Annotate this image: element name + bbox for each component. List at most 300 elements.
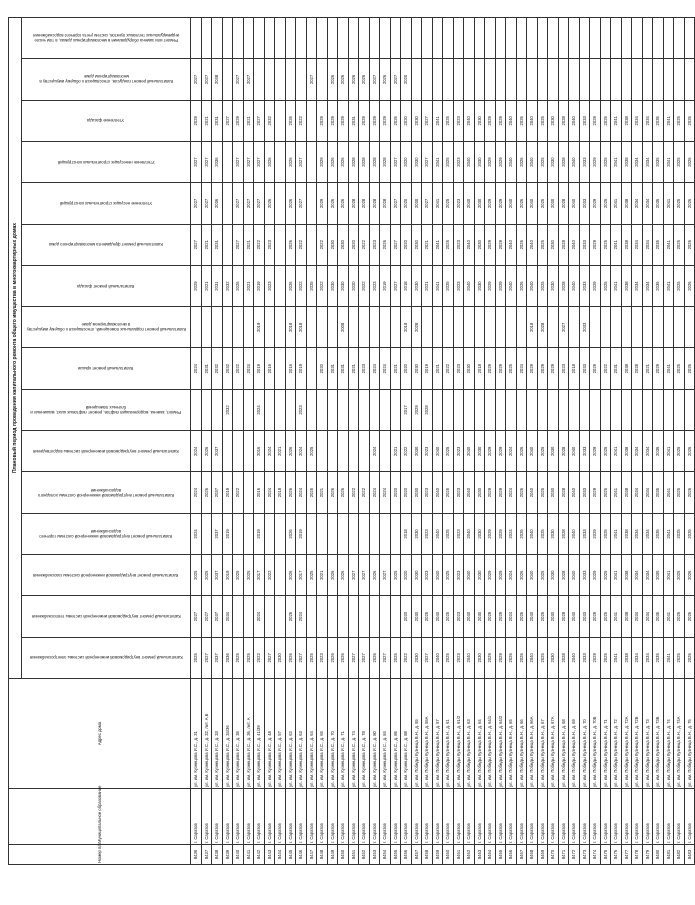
- year-cell: 2029: [590, 472, 601, 513]
- year-cell: 2027: [422, 637, 433, 678]
- year-cell: [348, 307, 359, 348]
- year-cell: 2040: [432, 555, 443, 596]
- year-cell: [464, 307, 475, 348]
- year-cell: 2025: [674, 265, 685, 306]
- work-type-header: [22, 59, 191, 100]
- year-cell: [338, 596, 349, 637]
- year-cell: [201, 18, 212, 59]
- year-cell: [653, 389, 664, 430]
- year-cell: 2030: [411, 431, 422, 472]
- year-cell: [296, 59, 307, 100]
- address-cell: ул. им. Победы Кузнеца В.Н., д. 61: [443, 679, 454, 789]
- year-cell: 2025: [443, 431, 454, 472]
- year-cell: [317, 59, 328, 100]
- year-cell: 2020: [401, 555, 412, 596]
- year-cell: 2025: [443, 472, 454, 513]
- year-cell: 2025: [537, 141, 548, 182]
- year-cell: 2029: [590, 265, 601, 306]
- year-cell: 2029: [369, 100, 380, 141]
- table-row: [317, 18, 328, 865]
- year-cell: 2021: [317, 472, 328, 513]
- year-cell: [548, 59, 559, 100]
- year-cell: [632, 307, 643, 348]
- year-cell: 2024: [296, 431, 307, 472]
- year-cell: 2018: [569, 348, 580, 389]
- year-cell: 2025: [306, 555, 317, 596]
- year-cell: 2025: [674, 183, 685, 224]
- year-cell: 2027: [191, 141, 202, 182]
- address-cell: ул. им. Кузнецова И.С., д. 41/39: [254, 679, 265, 789]
- year-cell: [275, 555, 286, 596]
- address-cell: ул. им. Победы Кузнеца В.Н., д. 64/2: [495, 679, 506, 789]
- year-cell: 2025: [674, 596, 685, 637]
- year-cell: 2020: [401, 472, 412, 513]
- municipality-cell: г. Саратов: [369, 789, 380, 845]
- work-type-header: [22, 307, 191, 348]
- work-type-header: [22, 18, 191, 59]
- year-cell: 2026: [516, 555, 527, 596]
- year-cell: 2025: [537, 183, 548, 224]
- year-cell: 2040: [464, 141, 475, 182]
- year-cell: 2040: [569, 100, 580, 141]
- year-cell: 2027: [264, 637, 275, 678]
- year-cell: [348, 596, 359, 637]
- year-cell: 2027: [201, 141, 212, 182]
- year-cell: 2020: [401, 348, 412, 389]
- year-cell: 2030: [548, 637, 559, 678]
- year-cell: 2022: [317, 224, 328, 265]
- address-cell: ул. им. Победы Кузнеца В.Н., д. 63: [464, 679, 475, 789]
- year-cell: [222, 431, 233, 472]
- table-row: [191, 18, 202, 865]
- row-number-cell: 8472: [569, 845, 580, 865]
- work-type-header-label: Капитальный ремонт внутридомовой инженерной системы теплоснабжения: [31, 614, 181, 620]
- table-row: [474, 18, 485, 865]
- year-cell: 2026: [684, 555, 695, 596]
- year-cell: 2027: [191, 596, 202, 637]
- year-cell: 2031: [201, 348, 212, 389]
- year-cell: 2040: [464, 555, 475, 596]
- year-cell: [275, 307, 286, 348]
- year-cell: 2029: [411, 389, 422, 430]
- year-cell: 2023: [422, 513, 433, 554]
- year-cell: 2030: [474, 596, 485, 637]
- year-cell: 2027: [390, 224, 401, 265]
- year-cell: [306, 100, 317, 141]
- year-cell: [590, 307, 601, 348]
- year-cell: 2025: [390, 637, 401, 678]
- year-cell: 2020: [401, 183, 412, 224]
- year-cell: 2029: [317, 141, 328, 182]
- year-cell: [422, 307, 433, 348]
- table-row: [233, 18, 244, 865]
- table-row: [663, 18, 674, 865]
- row-number-cell: 8437: [201, 845, 212, 865]
- year-cell: 2026: [338, 183, 349, 224]
- year-cell: 2023: [453, 100, 464, 141]
- year-cell: 2027: [201, 59, 212, 100]
- row-number-cell: 8454: [380, 845, 391, 865]
- year-cell: 2027: [233, 183, 244, 224]
- year-cell: 2026: [516, 513, 527, 554]
- year-cell: 2026: [327, 183, 338, 224]
- year-cell: 2029: [317, 183, 328, 224]
- year-cell: [621, 18, 632, 59]
- year-cell: 2026: [684, 596, 695, 637]
- year-cell: [474, 307, 485, 348]
- year-cell: 2026: [684, 224, 695, 265]
- year-cell: [275, 348, 286, 389]
- year-cell: 2026: [264, 183, 275, 224]
- year-cell: 2026: [338, 141, 349, 182]
- year-cell: 2040: [464, 183, 475, 224]
- year-cell: 2033: [579, 265, 590, 306]
- year-cell: [380, 389, 391, 430]
- table-body: [191, 18, 695, 865]
- year-cell: 2023: [422, 431, 433, 472]
- row-number-cell: 8436: [191, 845, 202, 865]
- year-cell: [600, 307, 611, 348]
- year-cell: 2027: [296, 141, 307, 182]
- municipality-cell: г. Саратов: [432, 789, 443, 845]
- year-cell: [611, 307, 622, 348]
- year-cell: [653, 59, 664, 100]
- year-cell: [306, 596, 317, 637]
- year-cell: [390, 307, 401, 348]
- year-cell: 2041: [663, 100, 674, 141]
- year-cell: 2029: [495, 141, 506, 182]
- work-type-header: [22, 183, 191, 224]
- work-type-header: [22, 472, 191, 513]
- year-cell: 2030: [474, 472, 485, 513]
- year-cell: [212, 18, 223, 59]
- year-cell: 2029: [495, 431, 506, 472]
- work-type-header-label: Капитальный ремонт пандусов, относящихся к общему имуществу в многоквартирном доме: [39, 74, 173, 85]
- year-cell: 2028: [558, 513, 569, 554]
- year-cell: 2027: [191, 183, 202, 224]
- year-cell: [537, 389, 548, 430]
- year-cell: 2030: [464, 348, 475, 389]
- year-cell: 2040: [569, 265, 580, 306]
- municipality-cell: г. Саратов: [611, 789, 622, 845]
- year-cell: 2033: [579, 637, 590, 678]
- year-cell: [390, 513, 401, 554]
- municipality-cell: г. Саратов: [558, 789, 569, 845]
- year-cell: 2029: [590, 555, 601, 596]
- address-cell: ул. им. Победы Кузнеца В.Н., д. 71: [600, 679, 611, 789]
- year-cell: 2034: [642, 513, 653, 554]
- year-cell: 2027: [422, 141, 433, 182]
- year-cell: [233, 389, 244, 430]
- address-cell: ул. им. Победы Кузнеца В.Н., д. 74: [663, 679, 674, 789]
- year-cell: 2025: [233, 555, 244, 596]
- year-cell: 2038: [621, 183, 632, 224]
- table-row: [548, 18, 559, 865]
- row-number-cell: 8464: [485, 845, 496, 865]
- row-number-cell: 8447: [306, 845, 317, 865]
- year-cell: 2026: [516, 141, 527, 182]
- year-cell: 2033: [579, 100, 590, 141]
- address-cell: ул. им. Кузнецова И.С., д. 36, лит. А: [243, 679, 254, 789]
- year-cell: 2028: [537, 307, 548, 348]
- year-cell: [233, 431, 244, 472]
- year-cell: [222, 59, 233, 100]
- year-cell: 2030: [548, 100, 559, 141]
- year-cell: 2022: [296, 224, 307, 265]
- year-cell: 2034: [642, 555, 653, 596]
- year-cell: [674, 389, 685, 430]
- year-cell: 2017: [401, 389, 412, 430]
- work-type-header: [22, 555, 191, 596]
- year-cell: [369, 307, 380, 348]
- year-cell: [264, 307, 275, 348]
- period-title-header: Плановый период проведения капитального ремонта общего имущества в многоквартирных домах: [9, 18, 22, 679]
- year-cell: 2026: [516, 183, 527, 224]
- row-number-cell: 8461: [453, 845, 464, 865]
- work-type-header-label: Капитальный ремонт внутридомовой инженерной системы электроснабжения: [29, 655, 183, 661]
- year-cell: 2020: [401, 59, 412, 100]
- table-header-row: [9, 18, 22, 865]
- address-cell: ул. им. Кузнецова И.С., д. 35: [233, 679, 244, 789]
- year-cell: 2016: [254, 472, 265, 513]
- municipality-cell: г. Саратов: [390, 789, 401, 845]
- year-cell: 2032: [264, 100, 275, 141]
- year-cell: 2018: [401, 265, 412, 306]
- year-cell: 2025: [443, 141, 454, 182]
- year-cell: 2025: [243, 555, 254, 596]
- year-cell: [453, 59, 464, 100]
- address-cell: ул. им. Кузнецова И.С., д. 34/36: [222, 679, 233, 789]
- municipality-cell: г. Саратов: [663, 789, 674, 845]
- year-cell: 2028: [411, 307, 422, 348]
- year-cell: 2029: [485, 431, 496, 472]
- year-cell: 2027: [254, 100, 265, 141]
- row-number-cell: 8441: [243, 845, 254, 865]
- year-cell: 2026: [327, 472, 338, 513]
- year-cell: 2023: [453, 637, 464, 678]
- year-cell: 2030: [474, 513, 485, 554]
- municipality-cell: г. Саратов: [359, 789, 370, 845]
- year-cell: 2019: [254, 348, 265, 389]
- year-cell: 2023: [453, 472, 464, 513]
- year-cell: [306, 141, 317, 182]
- year-cell: 2027: [201, 637, 212, 678]
- year-cell: 2034: [642, 224, 653, 265]
- year-cell: 2023: [359, 348, 370, 389]
- year-cell: [327, 596, 338, 637]
- year-cell: 2027: [558, 307, 569, 348]
- year-cell: [516, 389, 527, 430]
- year-cell: 2027: [233, 141, 244, 182]
- row-number-cell: 8449: [327, 845, 338, 865]
- municipality-cell: г. Саратов: [453, 789, 464, 845]
- year-cell: [516, 59, 527, 100]
- row-number-cell: 8457: [411, 845, 422, 865]
- table-row: [485, 18, 496, 865]
- year-cell: [432, 307, 443, 348]
- table-row: [495, 18, 506, 865]
- table-row: [348, 18, 359, 865]
- year-cell: 2026: [369, 637, 380, 678]
- year-cell: 2026: [327, 59, 338, 100]
- year-cell: 2029: [359, 100, 370, 141]
- year-cell: 2026: [684, 265, 695, 306]
- year-cell: 2040: [527, 596, 538, 637]
- year-cell: [684, 59, 695, 100]
- municipality-cell: г. Саратов: [296, 789, 307, 845]
- year-cell: 2018: [275, 472, 286, 513]
- year-cell: 2022: [348, 472, 359, 513]
- year-cell: 2025: [537, 555, 548, 596]
- year-cell: 2022: [443, 348, 454, 389]
- table-row: [611, 18, 622, 865]
- year-cell: 2019: [254, 265, 265, 306]
- year-cell: 2026: [233, 265, 244, 306]
- year-cell: [327, 18, 338, 59]
- year-cell: [579, 18, 590, 59]
- year-cell: [527, 59, 538, 100]
- year-cell: 2026: [327, 637, 338, 678]
- year-cell: [642, 389, 653, 430]
- year-cell: 2019: [296, 348, 307, 389]
- row-number-cell: 8442: [254, 845, 265, 865]
- year-cell: 2026: [327, 141, 338, 182]
- year-cell: 2029: [485, 472, 496, 513]
- year-cell: 2024: [506, 596, 517, 637]
- year-cell: 2029: [485, 265, 496, 306]
- year-cell: 2025: [506, 348, 517, 389]
- year-cell: 2026: [327, 555, 338, 596]
- year-cell: [432, 18, 443, 59]
- year-cell: [537, 18, 548, 59]
- year-cell: [317, 307, 328, 348]
- year-cell: 2025: [191, 555, 202, 596]
- year-cell: 2030: [548, 183, 559, 224]
- row-number-cell: 8462: [464, 845, 475, 865]
- year-cell: 2035: [653, 637, 664, 678]
- year-cell: [327, 307, 338, 348]
- year-cell: 2026: [285, 472, 296, 513]
- year-cell: [569, 389, 580, 430]
- address-cell: ул. им. Победы Кузнеца В.Н., д. 64/1: [485, 679, 496, 789]
- year-cell: 2034: [632, 637, 643, 678]
- year-cell: [285, 59, 296, 100]
- year-cell: 2028: [380, 183, 391, 224]
- year-cell: 2034: [642, 183, 653, 224]
- year-cell: 2027: [243, 59, 254, 100]
- year-cell: [380, 431, 391, 472]
- year-cell: 2021: [243, 265, 254, 306]
- year-cell: 2025: [537, 431, 548, 472]
- year-cell: 2023: [369, 224, 380, 265]
- table-row: [579, 18, 590, 865]
- table-row: [443, 18, 454, 865]
- year-cell: 2026: [380, 59, 391, 100]
- table-row: [369, 18, 380, 865]
- year-cell: 2029: [548, 348, 559, 389]
- year-cell: 2041: [432, 141, 443, 182]
- address-cell: ул. им. Кузнецова И.С., д. 33: [212, 679, 223, 789]
- year-cell: 2025: [600, 141, 611, 182]
- year-cell: 2026: [285, 431, 296, 472]
- year-cell: [222, 307, 233, 348]
- table-row: [632, 18, 643, 865]
- year-cell: [338, 18, 349, 59]
- year-cell: 2025: [600, 555, 611, 596]
- address-cell: ул. им. Кузнецова И.С., д. 78: [359, 679, 370, 789]
- year-cell: 2030: [411, 637, 422, 678]
- year-cell: 2040: [464, 224, 475, 265]
- year-cell: 2023: [422, 472, 433, 513]
- row-number-cell: 8478: [632, 845, 643, 865]
- year-cell: 2019: [254, 513, 265, 554]
- year-cell: 2038: [621, 596, 632, 637]
- year-cell: 2029: [485, 183, 496, 224]
- municipality-cell: г. Саратов: [464, 789, 475, 845]
- year-cell: 2027: [243, 183, 254, 224]
- year-cell: 2041: [611, 431, 622, 472]
- year-cell: [264, 18, 275, 59]
- year-cell: 2024: [264, 431, 275, 472]
- year-cell: 2041: [663, 224, 674, 265]
- address-cell: ул. им. Кузнецова И.С., д. 63: [296, 679, 307, 789]
- work-type-header: [22, 224, 191, 265]
- year-cell: 2028: [369, 183, 380, 224]
- year-cell: 2021: [432, 348, 443, 389]
- year-cell: [432, 59, 443, 100]
- year-cell: [443, 59, 454, 100]
- year-cell: 2027: [390, 141, 401, 182]
- year-cell: 2037: [212, 596, 223, 637]
- table-row: [653, 18, 664, 865]
- year-cell: [611, 389, 622, 430]
- year-cell: 2041: [663, 513, 674, 554]
- year-cell: 2036: [222, 637, 233, 678]
- year-cell: 2026: [684, 348, 695, 389]
- year-cell: [443, 18, 454, 59]
- row-number-cell: 8483: [684, 845, 695, 865]
- year-cell: 2034: [642, 472, 653, 513]
- address-cell: ул. им. Победы Кузнеца В.Н., д. 55: [411, 679, 422, 789]
- year-cell: 2030: [474, 141, 485, 182]
- year-cell: 2040: [569, 555, 580, 596]
- year-cell: 2025: [674, 472, 685, 513]
- year-cell: 2025: [390, 555, 401, 596]
- repair-schedule-table: [8, 17, 695, 865]
- table-row: [243, 18, 254, 865]
- row-number-cell: 8456: [401, 845, 412, 865]
- municipality-cell: г. Саратов: [569, 789, 580, 845]
- year-cell: 2025: [600, 637, 611, 678]
- year-cell: 2026: [684, 637, 695, 678]
- year-cell: 2027: [422, 100, 433, 141]
- year-cell: 2027: [422, 183, 433, 224]
- year-cell: 2021: [201, 224, 212, 265]
- year-cell: 2033: [579, 513, 590, 554]
- year-cell: [684, 307, 695, 348]
- year-cell: [632, 59, 643, 100]
- municipality-cell: г. Саратов: [506, 789, 517, 845]
- table-row: [506, 18, 517, 865]
- year-cell: [663, 389, 674, 430]
- year-cell: [600, 389, 611, 430]
- year-cell: 2023: [453, 265, 464, 306]
- year-cell: 2040: [527, 637, 538, 678]
- year-cell: [464, 59, 475, 100]
- table-row: [275, 18, 286, 865]
- year-cell: [243, 513, 254, 554]
- year-cell: 2026: [516, 100, 527, 141]
